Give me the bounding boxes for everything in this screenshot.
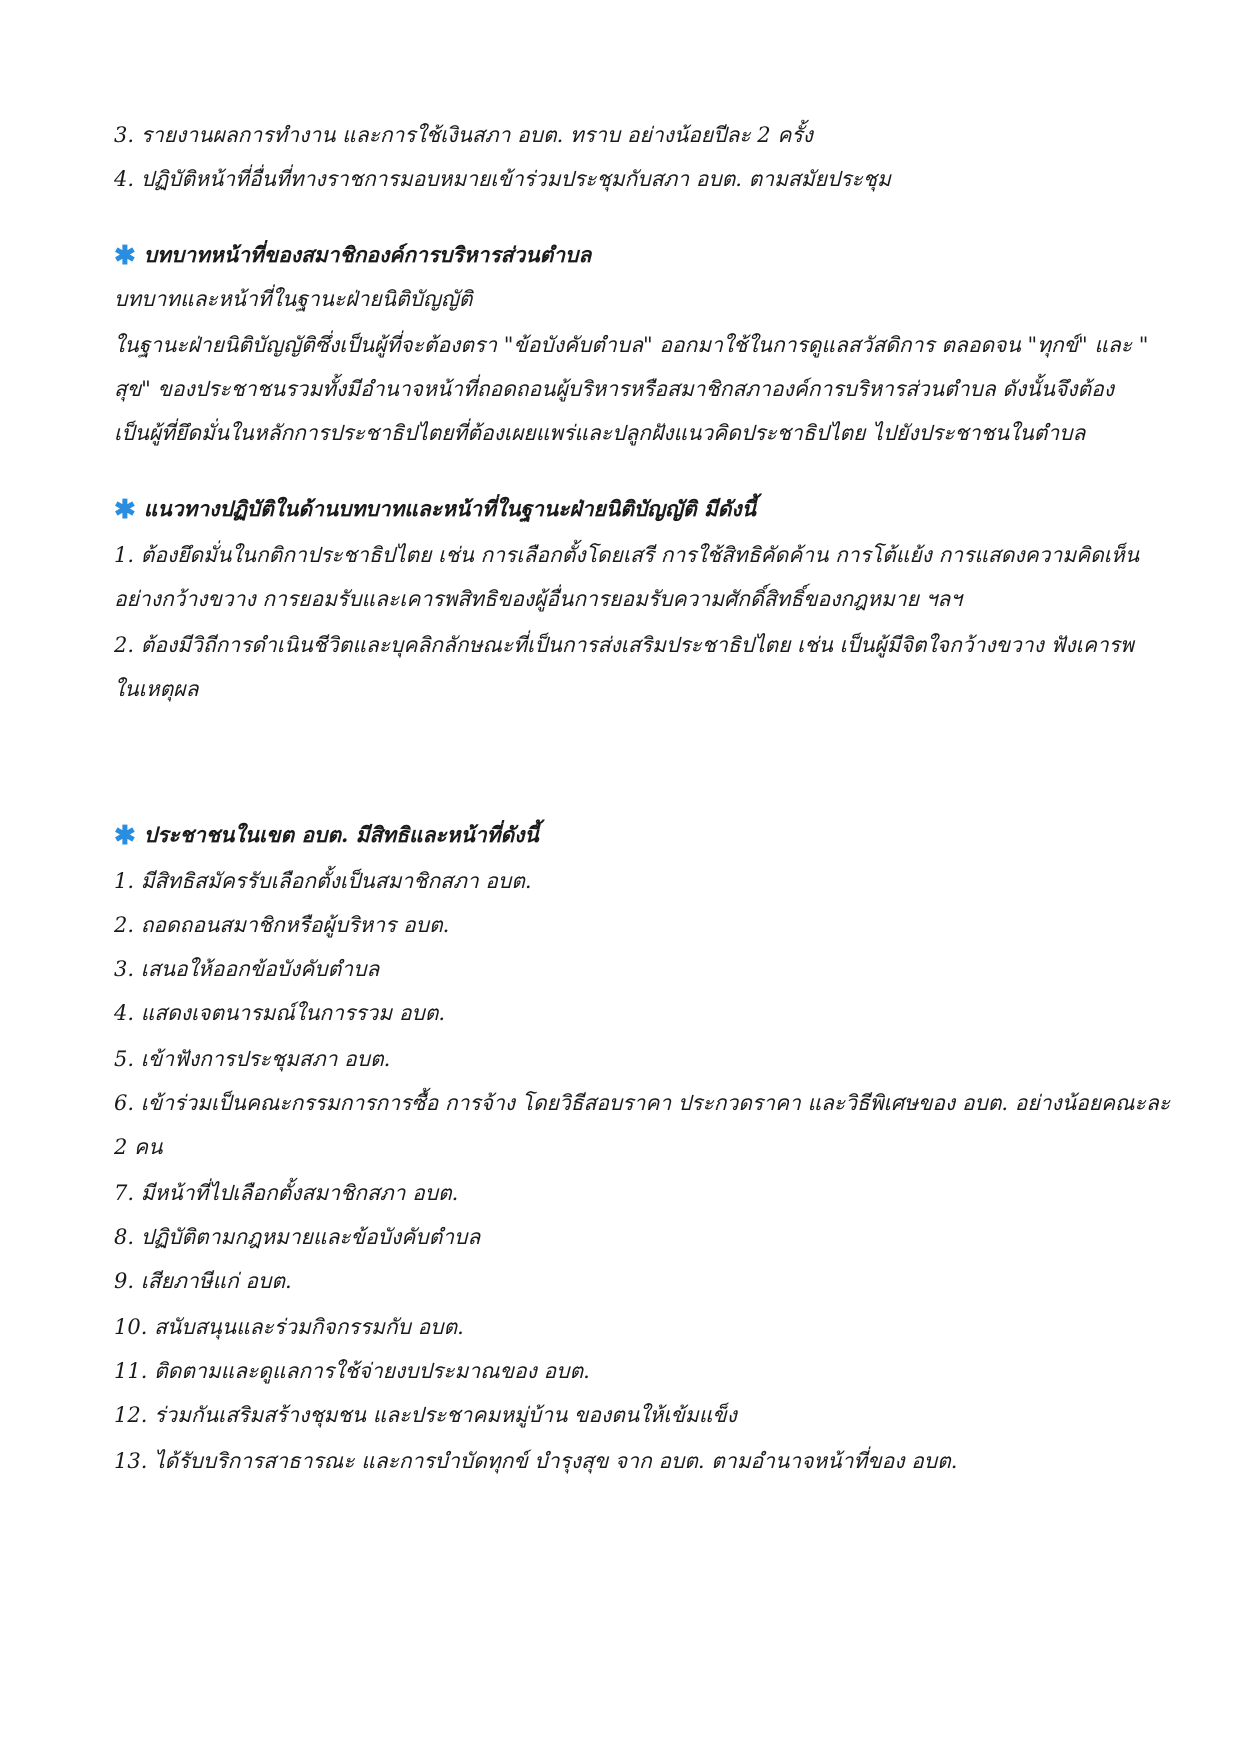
guidelines-heading-text: แนวทางปฏิบัติในด้านบทบาทและหน้าที่ในฐานะฝ่ายนิติบัญญัติ มีดังนี้ — [143, 496, 756, 521]
citizens-item-6: 6. เข้าร่วมเป็นคณะกรรมการการซื้อ การจ้าง โดยวิธีสอบราคา ประกวดราคา และวิธีพิเศษของ อบต. อย่างน้อยคณะละ — [114, 1091, 1170, 1115]
citizens-item-5: 5. เข้าฟังการประชุมสภา อบต. — [114, 1047, 391, 1071]
asterisk-icon: ✱ — [114, 495, 136, 525]
guidelines-heading — [114, 494, 1144, 525]
citizens-item-11: 11. ติดตามและดูแลการใช้จ่ายงบประมาณของ อบต. — [114, 1359, 590, 1383]
citizens-item-1: 1. มีสิทธิสมัครรับเลือกตั้งเป็นสมาชิกสภา อบต. — [114, 869, 532, 893]
guidelines-line-1: 1. ต้องยึดมั่นในกติกาประชาธิปไตย เช่น การเลือกตั้งโดยเสรี การใช้สิทธิคัดค้าน การโต้แย้ง การแสดงความคิดเห็น — [114, 543, 1140, 567]
roles-paragraph-line-2: สุข" ของประชาชนรวมทั้งมีอำนาจหน้าที่ถอดถอนผู้บริหารหรือสมาชิกสภาองค์การบริหารส่วนตำบล ดังนั้นจึงต้อง — [114, 377, 1115, 401]
guidelines-line-4: ในเหตุผล — [114, 677, 199, 701]
guidelines-line-2: อย่างกว้างขวาง การยอมรับและเคารพสิทธิของผู้อื่นการยอมรับความศักดิ์สิทธิ์ของกฎหมาย ฯลฯ — [114, 587, 963, 611]
citizens-item-12: 12. ร่วมกันเสริมสร้างชุมชน และประชาคมหมู่บ้าน ของตนให้เข้มแข็ง — [114, 1403, 737, 1427]
asterisk-icon: ✱ — [114, 821, 136, 851]
citizens-item-9: 9. เสียภาษีแก่ อบต. — [114, 1269, 292, 1293]
asterisk-icon: ✱ — [114, 241, 136, 271]
citizens-heading — [114, 820, 1144, 851]
roles-subheading: บทบาทและหน้าที่ในฐานะฝ่ายนิติบัญญัติ — [114, 287, 473, 311]
citizens-item-6-cont: 2 คน — [114, 1135, 163, 1159]
citizens-item-4: 4. แสดงเจตนารมณ์ในการรวม อบต. — [114, 1001, 446, 1025]
citizens-item-2: 2. ถอดถอนสมาชิกหรือผู้บริหาร อบต. — [114, 913, 450, 937]
guidelines-line-3: 2. ต้องมีวิถีการดำเนินชีวิตและบุคลิกลักษณะที่เป็นการส่งเสริมประชาธิปไตย เช่น เป็นผู้มีจิตใจกว้างขวาง ฟังเคารพ — [114, 633, 1134, 657]
intro-item-3: 3. รายงานผลการทำงาน และการใช้เงินสภา อบต. ทราบ อย่างน้อยปีละ 2 ครั้ง — [114, 123, 813, 147]
citizens-item-3: 3. เสนอให้ออกข้อบังคับตำบล — [114, 957, 380, 981]
roles-heading-text: บทบาทหน้าที่ของสมาชิกองค์การบริหารส่วนตำบล — [143, 242, 592, 267]
roles-paragraph-line-1: ในฐานะฝ่ายนิติบัญญัติซึ่งเป็นผู้ที่จะต้องตรา "ข้อบังคับตำบล" ออกมาใช้ในการดูแลสวัสดิการ ตลอดจน "ทุกข์" และ " — [114, 333, 1149, 357]
roles-heading — [114, 240, 1144, 271]
citizens-item-10: 10. สนับสนุนและร่วมกิจกรรมกับ อบต. — [114, 1315, 464, 1339]
intro-item-4: 4. ปฏิบัติหน้าที่อื่นที่ทางราชการมอบหมายเข้าร่วมประชุมกับสภา อบต. ตามสมัยประชุม — [114, 167, 891, 191]
roles-paragraph-line-3: เป็นผู้ที่ยึดมั่นในหลักการประชาธิปไตยที่ต้องเผยแพร่และปลูกฝังแนวคิดประชาธิปไตย ไปยังประชาชนในตำบล — [114, 421, 1086, 445]
citizens-heading-text: ประชาชนในเขต อบต. มีสิทธิและหน้าที่ดังนี้ — [143, 822, 539, 847]
citizens-item-7: 7. มีหน้าที่ไปเลือกตั้งสมาชิกสภา อบต. — [114, 1181, 459, 1205]
citizens-item-13: 13. ได้รับบริการสาธารณะ และการบำบัดทุกข์ บำรุงสุข จาก อบต. ตามอำนาจหน้าที่ของ อบต. — [114, 1449, 958, 1473]
citizens-item-8: 8. ปฏิบัติตามกฎหมายและข้อบังคับตำบล — [114, 1225, 481, 1249]
